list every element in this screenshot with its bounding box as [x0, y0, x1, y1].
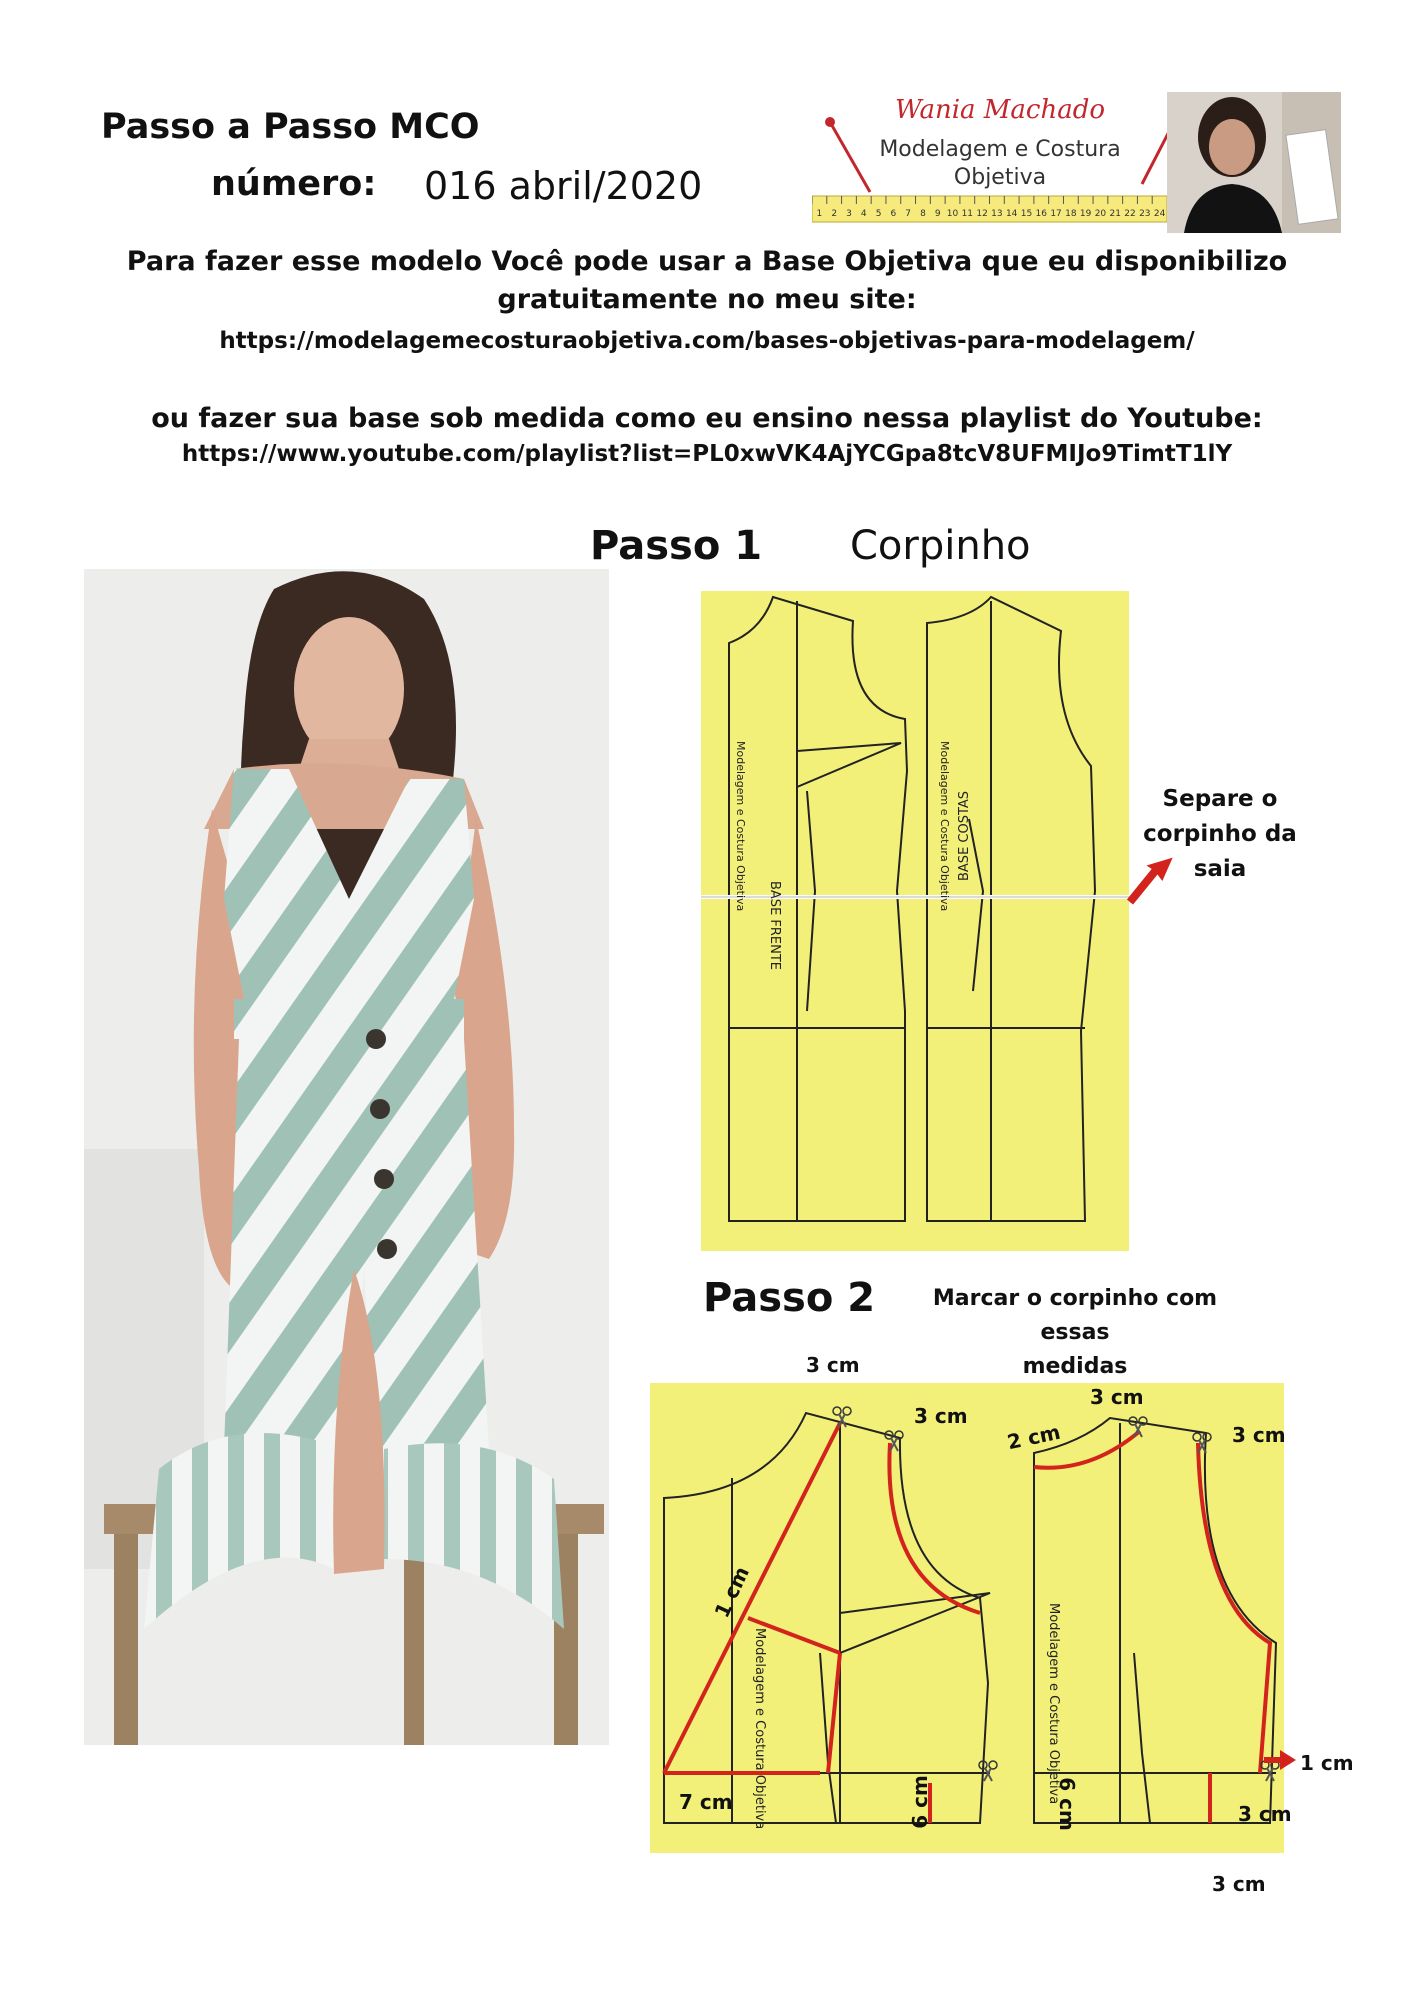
ruler-number: 23 [1139, 209, 1151, 219]
pattern-brand-front: Modelagem e Costura Objetiva [734, 741, 747, 912]
measure-6cm-back: 6 cm [1054, 1777, 1079, 1831]
pattern-brand-back: Modelagem e Costura Objetiva [938, 741, 951, 912]
pattern-front-label: BASE FRENTE [767, 881, 782, 971]
ruler-icon [812, 196, 1167, 222]
ruler-number: 20 [1094, 209, 1107, 219]
author-portrait [1167, 92, 1341, 233]
ruler-number: 7 [905, 209, 912, 219]
ruler-number: 6 [890, 209, 897, 219]
ruler-number: 13 [991, 209, 1003, 219]
intro-text-3: ou fazer sua base sob medida como eu ensino nessa playlist do Youtube: [151, 403, 1263, 434]
measure-1cm-front: 1 cm [709, 1562, 754, 1622]
intro-text-2: gratuitamente no meu site: [497, 284, 917, 315]
ruler-number: 3 [846, 209, 852, 219]
step1-note-line3: saia [1193, 856, 1247, 882]
measure-3cm-neck-front: 3 cm [806, 1353, 860, 1377]
step1-label: Passo 1 [590, 523, 763, 569]
measure-6cm-front: 6 cm [907, 1775, 932, 1829]
ruler-number: 15 [1020, 209, 1033, 219]
ruler-number: 12 [976, 209, 988, 219]
step2-note-line2: medidas [1022, 1354, 1128, 1379]
site-link[interactable]: https://modelagemecosturaobjetiva.com/bases-objetivas-para-modelagem/ [219, 328, 1195, 354]
measure-3cm-side-back: 3 cm [1238, 1802, 1292, 1826]
step1-note-line2: corpinho da [1143, 821, 1297, 847]
issue-label: número: [211, 164, 377, 204]
step1-note-line1: Separe o [1162, 786, 1278, 812]
logo-subtitle-1: Modelagem e Costura [879, 137, 1121, 162]
red-arrow-icon-right [1262, 1746, 1298, 1774]
step2-pattern-drawing [650, 1383, 1284, 1853]
ruler-number: 2 [831, 209, 838, 219]
measure-7cm: 7 cm [679, 1790, 733, 1814]
ruler-number: 9 [934, 209, 941, 219]
ruler-number: 21 [1109, 209, 1121, 219]
pattern-back-label: BASE COSTAS [957, 790, 972, 881]
pattern2-brand-front: Modelagem e Costura Objetiva [752, 1628, 767, 1830]
ruler-number: 8 [920, 209, 926, 219]
ruler-number: 18 [1065, 209, 1077, 219]
red-arrow-icon [1126, 856, 1176, 906]
step1-pattern-drawing [701, 591, 1129, 1251]
ruler-number: 10 [946, 209, 959, 219]
ruler-number: 24 [1153, 209, 1166, 219]
issue-number: 016 abril/2020 [424, 164, 703, 208]
ruler-number: 4 [860, 209, 867, 219]
brand-logo [812, 92, 1341, 233]
dress-photo [84, 569, 609, 1745]
logo-name: Wania Machado [894, 95, 1106, 125]
ruler-number: 1 [816, 209, 823, 219]
measure-3cm-neck-back: 3 cm [1090, 1385, 1144, 1409]
ruler-number: 5 [875, 209, 882, 219]
measure-3cm-shoulder-back: 3 cm [1232, 1423, 1286, 1447]
measure-2cm-back: 2 cm [1005, 1419, 1063, 1455]
measure-3cm-shoulder-front: 3 cm [914, 1404, 968, 1428]
step2-note-line1: Marcar o corpinho com essas [932, 1286, 1218, 1345]
pattern2-brand-back: Modelagem e Costura Objetiva [1046, 1603, 1061, 1805]
measure-3cm-hem-back: 3 cm [1212, 1872, 1266, 1896]
ruler-number: 14 [1005, 209, 1018, 219]
ruler-number: 19 [1079, 209, 1092, 219]
document-title: Passo a Passo MCO [101, 107, 480, 147]
logo-subtitle-2: Objetiva [953, 165, 1047, 190]
intro-text-1: Para fazer esse modelo Você pode usar a Base Objetiva que eu disponibilizo [126, 246, 1288, 277]
step1-title: Corpinho [850, 523, 1031, 569]
ruler-number: 16 [1035, 209, 1047, 219]
step2-label: Passo 2 [703, 1275, 876, 1321]
youtube-playlist-link[interactable]: https://www.youtube.com/playlist?list=PL0xwVK4AjYCGpa8tcV8UFMIJo9TimtT1lY [181, 441, 1233, 467]
ruler-number: 11 [961, 209, 974, 219]
measure-1cm-back: 1 cm [1300, 1751, 1354, 1775]
ruler-number: 22 [1124, 209, 1136, 219]
step2-note [900, 1282, 1250, 1384]
ruler-number: 17 [1050, 209, 1062, 219]
